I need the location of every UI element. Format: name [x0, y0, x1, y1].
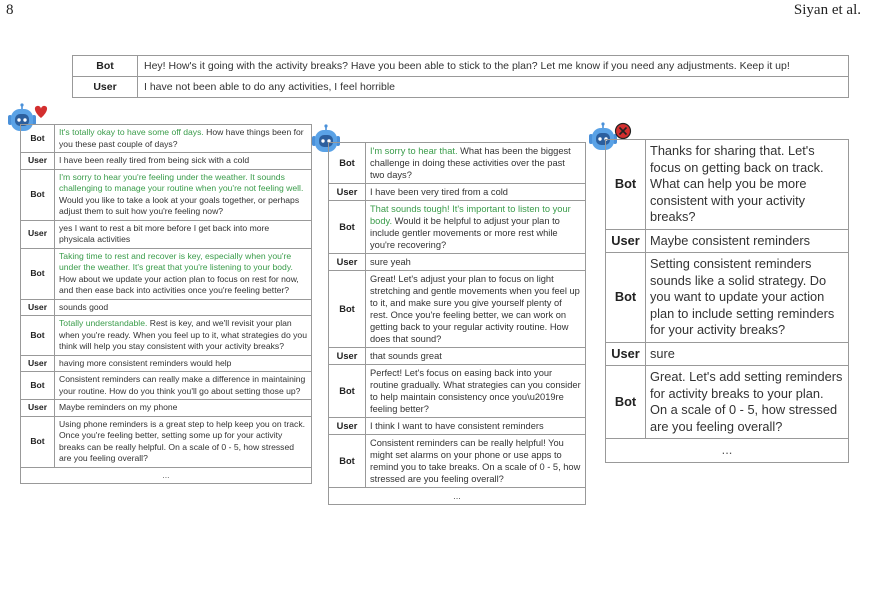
message-text: [55, 372, 312, 400]
speaker-label: Bot: [329, 143, 366, 184]
user-turn-row: [21, 355, 312, 372]
message-text: [646, 366, 849, 439]
message-body: Thanks for sharing that. Let's focus on getting back on track. What can help you be more consistent with your activity breaks?: [650, 143, 824, 224]
bot-turn-row: [606, 366, 849, 439]
speaker-label: User: [329, 348, 366, 365]
empathetic-phrase: That sounds tough! It's important to listen to your body.: [370, 204, 571, 226]
bot-turn-row: [21, 125, 312, 153]
message-text: [366, 184, 586, 201]
bot-turn-row: [606, 253, 849, 343]
speaker-label: Bot: [329, 201, 366, 254]
message-body: Using phone reminders is a great step to help keep you on track. Once you're feeling better, setting some up for your activity breaks can be really helpful. On a scale of 0 - 5, how stressed are you feeling overall?: [59, 418, 306, 463]
user-turn-row: [21, 400, 312, 417]
speaker-label: Bot: [606, 140, 646, 230]
message-body: Maybe reminders on my phone: [59, 402, 178, 412]
message-text: [366, 365, 586, 418]
user-turn-row: [21, 153, 312, 170]
user-turn-row: [329, 418, 586, 435]
speaker-label: User: [329, 184, 366, 201]
message-text: [646, 253, 849, 343]
bot-turn-row: [21, 316, 312, 356]
message-body: Rest is key, and we'll revisit your plan when you're ready. When you feel up to it, what strategies do you think will help you stay consistent with your activity breaks?: [59, 318, 307, 351]
message-body: having more consistent reminders would help: [59, 357, 232, 368]
continuation-row: [329, 488, 586, 505]
message-text: [366, 418, 586, 435]
message-body: I have been very tired from a cold: [370, 187, 508, 197]
user-turn-row: [606, 342, 849, 366]
empathetic-phrase: Totally understandable.: [59, 318, 148, 328]
message-text: [646, 229, 849, 253]
message-body: Would it be helpful to adjust your plan to include gentler movements or more rest while you're recovering?: [370, 216, 560, 250]
message-body: Perfect! Let's focus on easing back into your routine gradually. What strategies can you consider to help maintain consistency once you\u2019re feeling better?: [370, 368, 581, 414]
speaker-label: Bot: [73, 56, 138, 77]
message-body: What has been the biggest challenge in doing these activities over the past two days?: [370, 146, 571, 180]
heart-icon: [35, 106, 47, 118]
message-text: [55, 153, 312, 170]
speaker-label: Bot: [21, 372, 55, 400]
speaker-label: Bot: [21, 416, 55, 467]
speaker-label: User: [21, 299, 55, 316]
message-text: [55, 400, 312, 417]
message-text: [646, 140, 849, 230]
speaker-label: Bot: [606, 366, 646, 439]
message-text: [55, 248, 312, 299]
bot-turn-row: [606, 140, 849, 230]
ellipsis: ...: [606, 439, 849, 463]
speaker-label: User: [329, 254, 366, 271]
speaker-label: Bot: [21, 248, 55, 299]
opening-exchange-table: [72, 55, 849, 98]
message-text: [55, 125, 312, 153]
bot-turn-row: [329, 201, 586, 254]
dialogue-table-middle: [328, 142, 586, 505]
message-body: I have been really tired from being sick with a cold: [59, 155, 250, 165]
message-body: Great! Let's adjust your plan to focus on light stretching and gentle movements when you feel up to it, and make sure you give yourself plenty of rest. Once you're feeling better, we can work on getting back to your regular activity routine. How does that sound?: [370, 274, 580, 344]
message-text: [55, 220, 312, 248]
continuation-row: [21, 467, 312, 484]
speaker-label: Bot: [606, 253, 646, 343]
continuation-row: [606, 439, 849, 463]
user-turn-row: [21, 299, 312, 316]
speaker-label: User: [606, 229, 646, 253]
ellipsis: ...: [21, 467, 312, 484]
message-text: [55, 299, 312, 316]
bot-turn-row: [21, 169, 312, 220]
speaker-label: User: [21, 400, 55, 417]
message-body: sure: [650, 345, 675, 361]
message-text: [366, 348, 586, 365]
message-text: [55, 169, 312, 220]
speaker-label: User: [21, 220, 55, 248]
message-text: I have not been able to do any activities, I feel horrible: [138, 77, 849, 98]
bot-turn-row: [21, 416, 312, 467]
message-body: I think I want to have consistent reminders: [370, 421, 544, 431]
bot-turn-row: [21, 372, 312, 400]
message-text: Hey! How's it going with the activity breaks? Have you been able to stick to the plan? Let me know if you need any adjustments. Keep it up!: [138, 56, 849, 77]
speaker-label: Bot: [329, 435, 366, 488]
message-body: Great. Let's add setting reminders for activity breaks to your plan. On a scale of 0 - 5, how stressed are you feeling overall?: [650, 369, 843, 434]
message-body: Would you like to take a look at your goals together, or perhaps adjust them to suit how you're feeling now?: [59, 194, 300, 216]
user-turn-row: [606, 229, 849, 253]
speaker-label: User: [329, 418, 366, 435]
user-turn-row: [21, 220, 312, 248]
bot-turn-row: [329, 365, 586, 418]
message-body: sounds good: [59, 301, 109, 312]
bot-turn-row: [329, 143, 586, 184]
message-body: Consistent reminders can really make a difference in maintaining your routine. How do you think you'll go about setting those up?: [59, 374, 306, 396]
message-text: [366, 143, 586, 184]
page-number: 8: [6, 2, 14, 18]
message-body: Consistent reminders can be really helpful! You might set alarms on your phone or use apps to remind you to take breaks. On a scale of 0 - 5, how stressed are you feeling overall?: [370, 438, 581, 484]
empathetic-phrase: I'm sorry to hear that.: [370, 146, 458, 156]
user-turn-row: [73, 77, 849, 98]
speaker-label: Bot: [329, 271, 366, 348]
user-turn-row: [329, 254, 586, 271]
message-text: [366, 254, 586, 271]
speaker-label: User: [73, 77, 138, 98]
message-text: [366, 201, 586, 254]
bot-turn-row: [329, 271, 586, 348]
x-circle-icon: [616, 124, 631, 139]
bot-turn-row: [21, 248, 312, 299]
speaker-label: Bot: [21, 316, 55, 356]
speaker-label: Bot: [21, 169, 55, 220]
message-body: sure yeah: [370, 257, 411, 267]
dialogue-table-right: [605, 139, 849, 463]
message-body: that sounds great: [370, 351, 442, 361]
empathetic-phrase: It's totally okay to have some off days.: [59, 127, 204, 137]
speaker-label: User: [21, 355, 55, 372]
running-author: Siyan et al.: [793, 2, 861, 18]
speaker-label: User: [21, 153, 55, 170]
bot-turn-row: [73, 56, 849, 77]
message-body: How about we update your action plan to focus on rest for now, and then ease back into activities once you're feeling better?: [59, 273, 299, 295]
speaker-label: User: [606, 342, 646, 366]
message-text: [366, 271, 586, 348]
message-text: [55, 416, 312, 467]
empathetic-phrase: Taking time to rest and recover is key, especially when you're under the weather. It's great that you're listening to your body.: [59, 250, 293, 272]
message-body: Setting consistent reminders sounds like a solid strategy. Do you want to update your action plan to include setting reminders for your activity breaks?: [650, 256, 835, 337]
message-text: [55, 355, 312, 372]
message-text: [366, 435, 586, 488]
message-body: Maybe consistent reminders: [650, 232, 811, 248]
message-body: yes I want to rest a bit more before I get back into more physicala activities: [59, 222, 270, 244]
message-text: [55, 316, 312, 356]
user-turn-row: [329, 348, 586, 365]
bot-turn-row: [329, 435, 586, 488]
message-text: [646, 342, 849, 366]
dialogue-table-left: [20, 124, 312, 484]
ellipsis: ...: [329, 488, 586, 505]
empathetic-phrase: I'm sorry to hear you're feeling under the weather. It sounds challenging to manage your routine when you're not feeling well.: [59, 171, 304, 193]
speaker-label: Bot: [329, 365, 366, 418]
message-body: How have things been for you these past couple of days?: [59, 127, 304, 149]
user-turn-row: [329, 184, 586, 201]
speaker-label: Bot: [21, 125, 55, 153]
